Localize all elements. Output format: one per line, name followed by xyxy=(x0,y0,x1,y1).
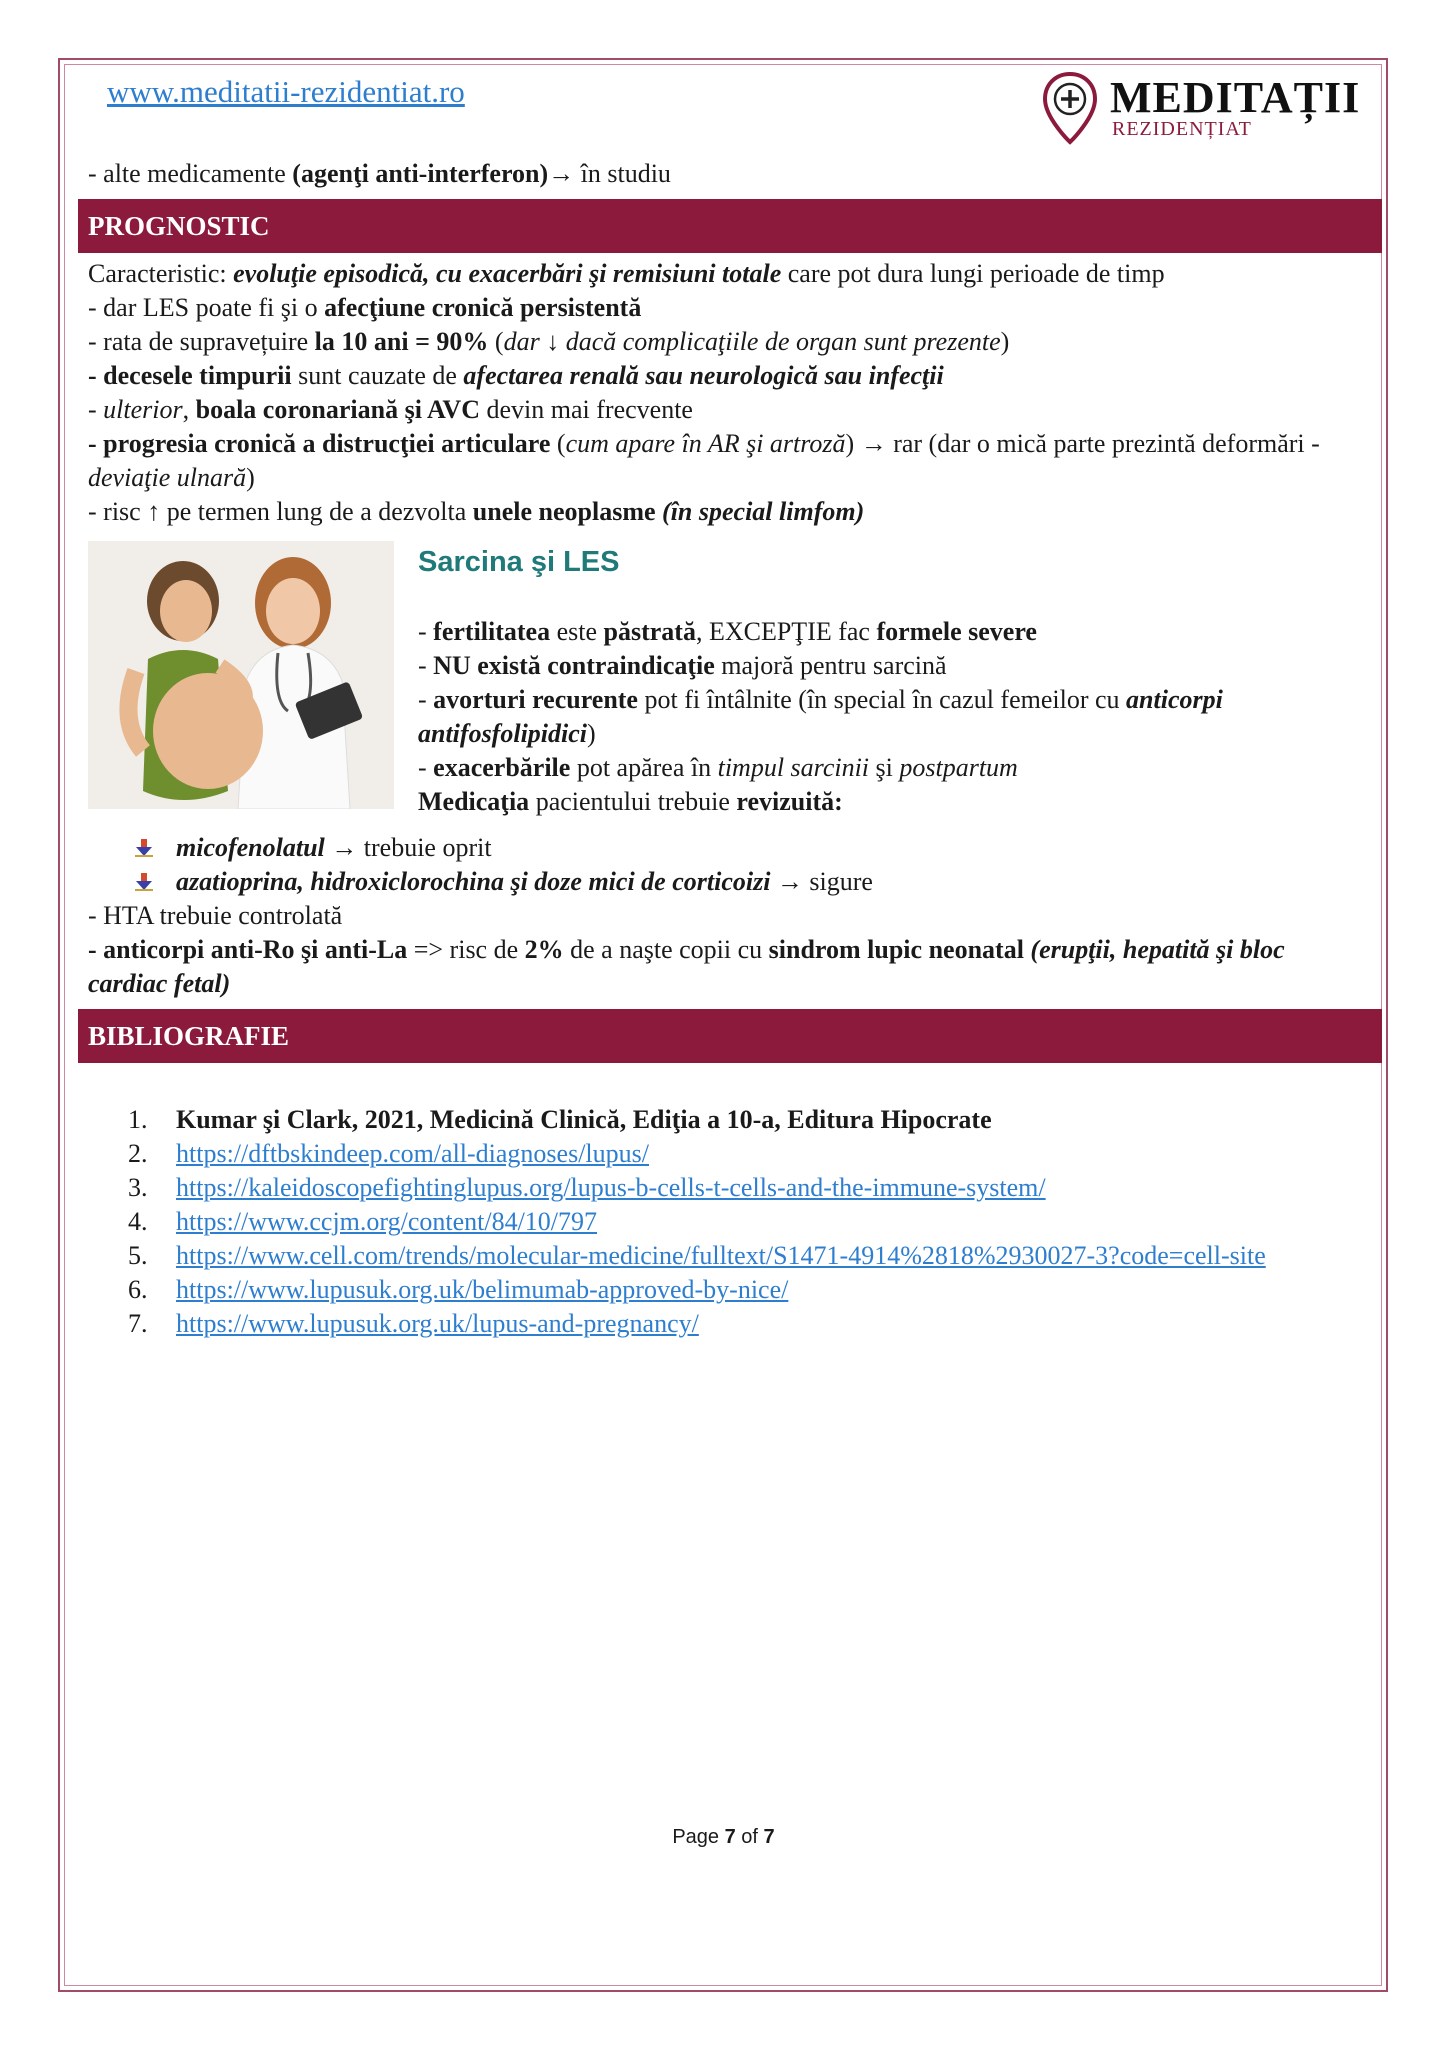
bibliography-link[interactable]: https://www.lupusuk.org.uk/belimumab-approved-by-nice/ xyxy=(176,1275,789,1304)
medication-bullet: micofenolatul → trebuie oprit xyxy=(88,831,1370,865)
medication-bullet: azatioprina, hidroxiclorochina şi doze mici de corticoizi → sigure xyxy=(88,865,1370,899)
location-pin-icon xyxy=(1040,70,1100,146)
arrow-bullet-icon xyxy=(134,838,154,858)
page-footer: Page 7 of 7 xyxy=(672,1826,775,1848)
bibliography-item: 3. https://kaleidoscopefightinglupus.org/lupus-b-cells-t-cells-and-the-immune-system/ xyxy=(128,1173,1046,1202)
prognostic-line-3: - rata de supravețuire la 10 ani = 90% (dar ↓ dacă complicaţiile de organ sunt prezente) xyxy=(88,327,1010,356)
pregnancy-line-5: Medicaţia pacientului trebuie revizuită: xyxy=(418,787,843,816)
main-content xyxy=(88,157,1370,1341)
pregnancy-text xyxy=(418,541,1368,819)
pregnancy-block xyxy=(88,541,1370,831)
bibliography-item: 7. https://www.lupusuk.org.uk/lupus-and-pregnancy/ xyxy=(128,1309,699,1338)
brand-logo xyxy=(1040,70,1360,150)
bibliography-link[interactable]: https://dftbskindeep.com/all-diagnoses/lupus/ xyxy=(176,1139,650,1168)
pregnancy-line-1: - fertilitatea este păstrată, EXCEPŢIE fac formele severe xyxy=(418,617,1037,646)
bibliography-link[interactable]: https://www.lupusuk.org.uk/lupus-and-pregnancy/ xyxy=(176,1309,699,1338)
bibliography-item: 1. Kumar şi Clark, 2021, Medicină Clinică, Ediţia a 10-a, Editura Hipocrate xyxy=(128,1105,992,1134)
pregnancy-line-4: - exacerbările pot apărea în timpul sarcinii şi postpartum xyxy=(418,753,1018,782)
site-url-link[interactable]: www.meditatii-rezidentiat.ro xyxy=(107,74,465,109)
bibliography-link[interactable]: https://kaleidoscopefightinglupus.org/lupus-b-cells-t-cells-and-the-immune-system/ xyxy=(176,1173,1046,1202)
arrow-bullet-icon xyxy=(134,872,154,892)
logo-subtitle: REZIDENȚIAT xyxy=(1112,118,1252,140)
prognostic-line-5: - ulterior, boala coronariană şi AVC devin mai frecvente xyxy=(88,395,693,424)
pregnancy-line-3: - avorturi recurente pot fi întâlnite (în special în cazul femeilor cu anticorpi antifosfolipidici) xyxy=(418,685,1223,748)
section-heading-prognostic: PROGNOSTIC xyxy=(78,199,1382,253)
prognostic-line-6: - progresia cronică a distrucţiei articulare (cum apare în AR şi artroză) → rar (dar o mică parte prezintă deformări - deviaţie ulnară) xyxy=(88,429,1320,492)
pregnancy-title: Sarcina şi LES xyxy=(418,546,620,578)
bibliography-list xyxy=(88,1103,1370,1341)
hta-line: - HTA trebuie controlată xyxy=(88,901,343,930)
bibliography-link[interactable]: https://www.cell.com/trends/molecular-medicine/fulltext/S1471-4914%2818%2930027-3?code=cell-site xyxy=(176,1241,1266,1270)
bibliography-item: 5. https://www.cell.com/trends/molecular-medicine/fulltext/S1471-4914%2818%2930027-3?code=cell-site xyxy=(128,1241,1266,1270)
pregnancy-line-2: - NU există contraindicaţie majoră pentru sarcină xyxy=(418,651,947,680)
prognostic-line-4: - decesele timpurii sunt cauzate de afectarea renală sau neurologică sau infecţii xyxy=(88,361,944,390)
bibliography-item: 6. https://www.lupusuk.org.uk/belimumab-approved-by-nice/ xyxy=(128,1275,789,1304)
intro-line: - alte medicamente (agenţi anti-interferon)→ în studiu xyxy=(88,159,671,188)
prognostic-line-2: - dar LES poate fi şi o afecţiune cronică persistentă xyxy=(88,293,642,322)
prognostic-line-1: Caracteristic: evoluţie episodică, cu exacerbări şi remisiuni totale care pot dura lungi perioade de timp xyxy=(88,259,1165,288)
bibliography-item: 2. https://dftbskindeep.com/all-diagnoses/lupus/ xyxy=(128,1139,650,1168)
bibliography-link[interactable]: https://www.ccjm.org/content/84/10/797 xyxy=(176,1207,598,1236)
section-heading-bibliography: BIBLIOGRAFIE xyxy=(78,1009,1382,1063)
bibliography-item: 4. https://www.ccjm.org/content/84/10/797 xyxy=(128,1207,598,1236)
pregnant-woman-doctor-photo xyxy=(88,541,394,809)
logo-title: MEDITAȚII xyxy=(1110,73,1361,122)
prognostic-line-7: - risc ↑ pe termen lung de a dezvolta unele neoplasme (în special limfom) xyxy=(88,497,865,526)
antibodies-line: - anticorpi anti-Ro şi anti-La => risc de 2% de a naşte copii cu sindrom lupic neonatal (erupţii, hepatită şi bloc cardiac fetal) xyxy=(88,935,1285,998)
